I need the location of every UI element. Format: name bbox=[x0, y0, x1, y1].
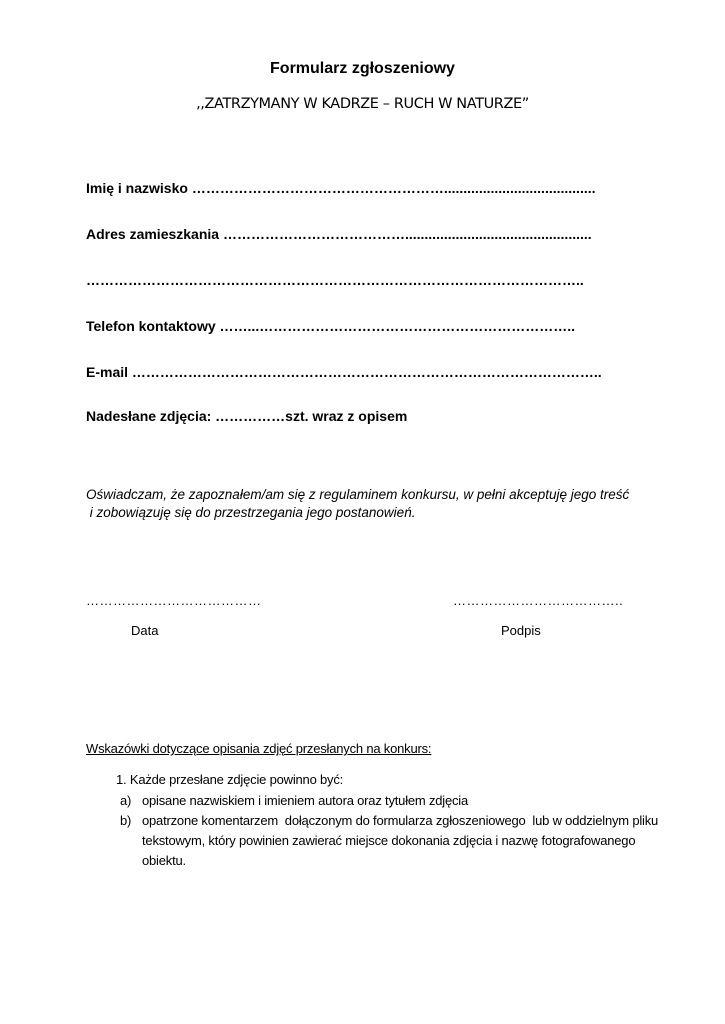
date-label: Data bbox=[131, 623, 159, 638]
hint-text: opatrzone komentarzem dołączonym do formularza zgłoszeniowego lub w oddzielnym pliku bbox=[142, 813, 659, 828]
hint-b-continuation: tekstowym, który powinien zawierać miejsce dokonania zdjęcia i nazwę fotografowanego bbox=[142, 833, 636, 848]
photos-count-field: Nadesłane zdjęcia: ……………szt. wraz z opisem bbox=[86, 408, 408, 424]
hint-item-a bbox=[120, 793, 468, 808]
phone-field: Telefon kontaktowy ……...………………………………………………………….. bbox=[86, 318, 575, 334]
signature-line: ……………………………….. bbox=[453, 593, 624, 608]
form-title: Formularz zgłoszeniowy bbox=[270, 60, 455, 77]
declaration-line: Oświadczam, że zapoznałem/am się z regulaminem konkursu, w pełni akceptuję jego treść bbox=[86, 487, 630, 502]
list-marker: b) bbox=[120, 813, 132, 828]
hints-heading: Wskazówki dotyczące opisania zdjęć przesłanych na konkurs: bbox=[86, 741, 432, 756]
signature-label: Podpis bbox=[501, 623, 541, 638]
hint-text: opisane nazwiskiem i imieniem autora oraz tytułem zdjęcia bbox=[142, 793, 469, 808]
contest-name: ,,ZATRZYMANY W KADRZE – RUCH W NATURZE” bbox=[196, 96, 529, 112]
address-field: Adres zamieszkania …………………………………................................................ bbox=[86, 226, 592, 242]
address-continuation-field: …………………………………………………………………………………………….. bbox=[86, 272, 584, 288]
hints-intro: 1. Każde przesłane zdjęcie powinno być: bbox=[116, 772, 344, 787]
declaration bbox=[86, 486, 629, 521]
hint-item-b bbox=[120, 813, 658, 828]
date-line: ………………………………… bbox=[86, 593, 262, 608]
email-field: E-mail ……………………………………………………………………………………….. bbox=[86, 364, 602, 380]
list-marker: a) bbox=[120, 793, 132, 808]
name-field: Imię i nazwisko ………………………………………………....................................... bbox=[86, 180, 596, 196]
declaration-line: i zobowiązuję się do przestrzegania jego postanowień. bbox=[86, 504, 416, 520]
hint-b-continuation: obiektu. bbox=[142, 853, 186, 868]
